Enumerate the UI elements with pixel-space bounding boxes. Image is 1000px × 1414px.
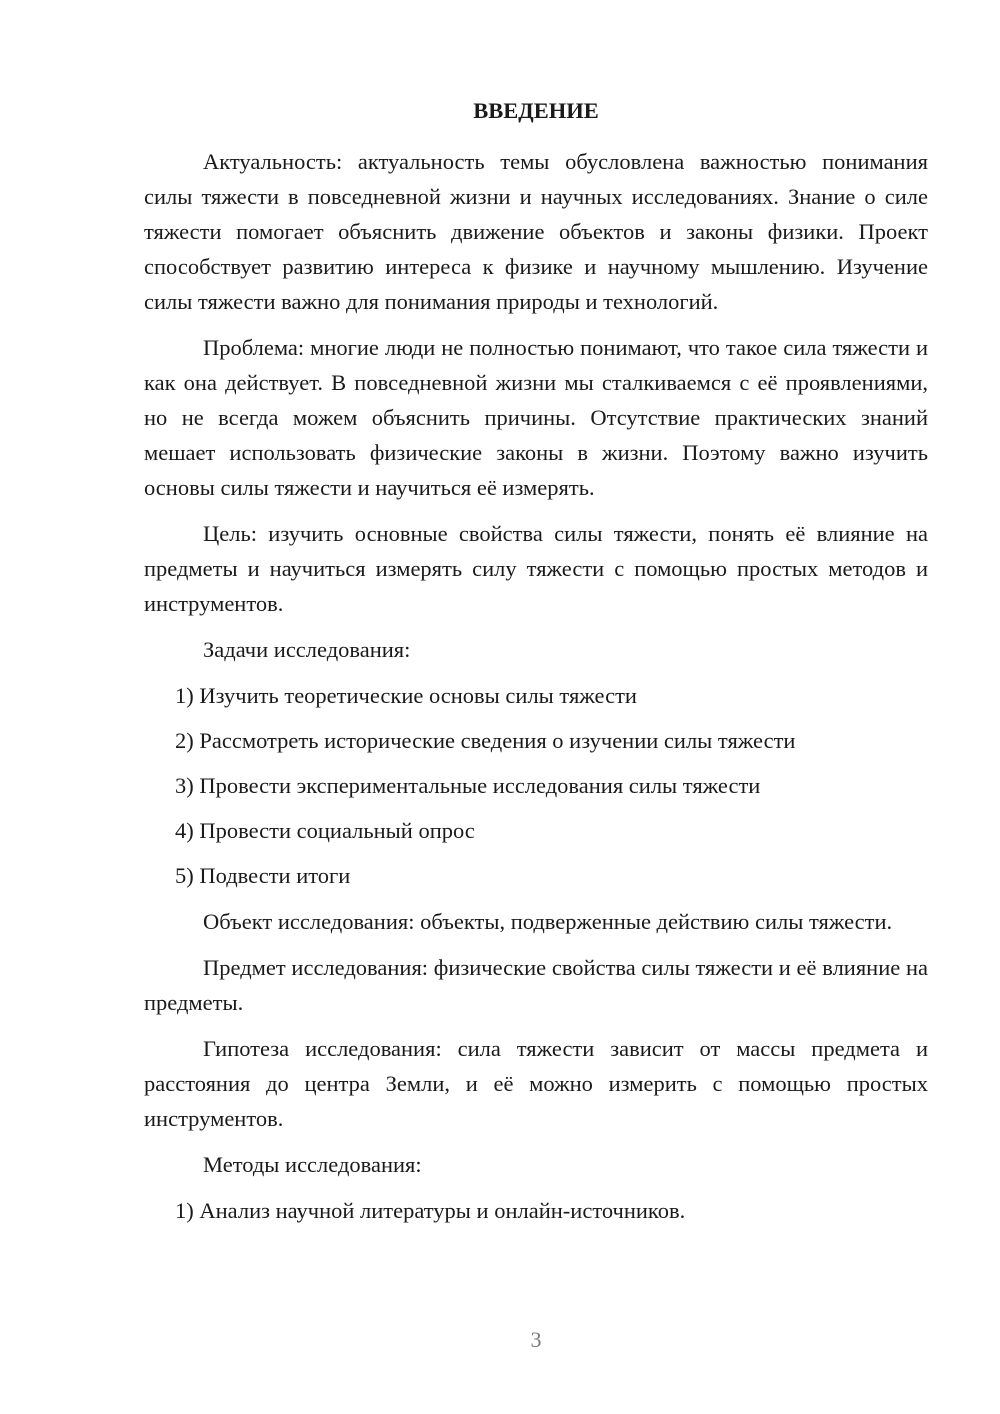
list-item: 3) Провести экспериментальные исследования силы тяжести: [175, 773, 761, 798]
list-item: 2) Рассмотреть исторические сведения о изучении силы тяжести: [175, 728, 796, 753]
relevance-paragraph: Актуальность: актуальность темы обусловлена важностью понимания силы тяжести в повседневной жизни и научных исследованиях. Знание о силе тяжести помогает объяснить движение объектов и законы физики. Проект способствует развитию интереса к физике и научному мышлению. Изучение силы тяжести важно для понимания природы и технологий.: [144, 149, 928, 314]
list-item: 1) Анализ научной литературы и онлайн-источников.: [175, 1198, 686, 1223]
goal-paragraph: Цель: изучить основные свойства силы тяжести, понять её влияние на предметы и научиться измерять силу тяжести с помощью простых методов и инструментов.: [144, 521, 928, 616]
object-paragraph: Объект исследования: объекты, подверженные действию силы тяжести.: [203, 909, 893, 934]
list-item: 1) Изучить теоретические основы силы тяжести: [175, 683, 637, 708]
page-title: ВВЕДЕНИЕ: [473, 98, 599, 123]
methods-heading: Методы исследования:: [203, 1152, 422, 1177]
list-item: 5) Подвести итоги: [175, 863, 351, 888]
list-item: 4) Провести социальный опрос: [175, 818, 475, 843]
tasks-list: [144, 678, 928, 893]
document-page: [144, 92, 928, 1239]
page-number: 3: [530, 1327, 542, 1352]
methods-list: [144, 1193, 928, 1228]
subject-paragraph: Предмет исследования: физические свойства силы тяжести и её влияние на предметы.: [144, 955, 928, 1015]
tasks-heading: Задачи исследования:: [203, 637, 411, 662]
hypothesis-paragraph: Гипотеза исследования: сила тяжести зависит от массы предмета и расстояния до центра Земли, и её можно измерить с помощью простых инструментов.: [144, 1036, 928, 1131]
problem-paragraph: Проблема: многие люди не полностью понимают, что такое сила тяжести и как она действует. В повседневной жизни мы сталкиваемся с её проявлениями, но не всегда можем объяснить причины. Отсутствие практических знаний мешает использовать физические законы в жизни. Поэтому важно изучить основы силы тяжести и научиться её измерять.: [144, 335, 928, 500]
